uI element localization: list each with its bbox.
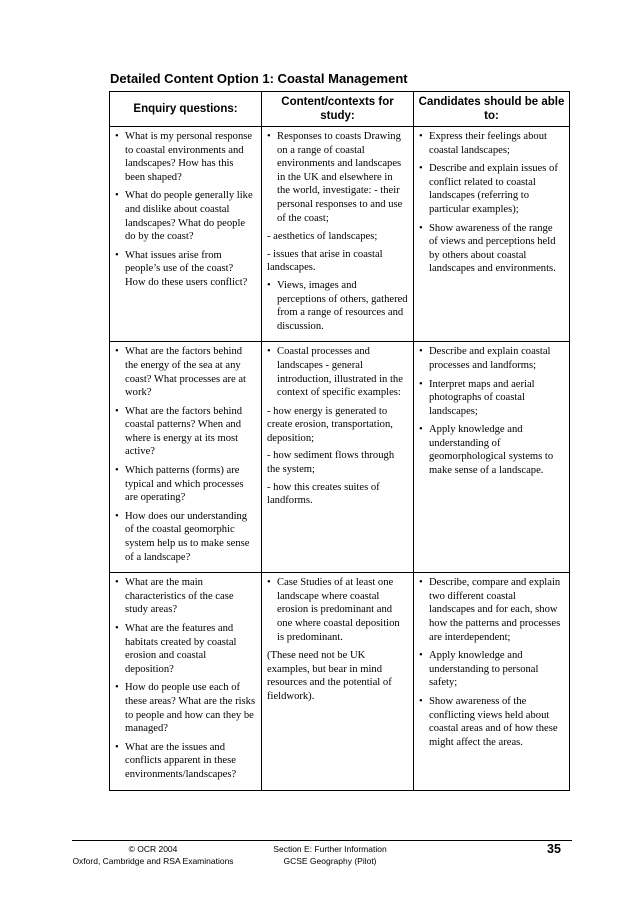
content-cell xyxy=(262,342,414,573)
footer-rule xyxy=(72,840,572,841)
content-bullet: • Case Studies of at least one landscape where coastal erosion is predominant and one where coastal deposition is predominant. xyxy=(267,576,408,644)
content-table xyxy=(109,91,570,791)
content-text: - how this creates suites of landforms. xyxy=(267,481,380,507)
header-row xyxy=(110,92,570,127)
content-text: - how sediment flows through the system; xyxy=(267,450,395,476)
candidates-bullet: • Apply knowledge and understanding to personal safety; xyxy=(419,649,564,690)
content-text: - issues that arise in coastal landscapes. xyxy=(267,248,383,274)
page-title: Detailed Content Option 1: Coastal Management xyxy=(110,71,408,86)
enquiry-cell xyxy=(110,127,262,342)
enquiry-bullet: • What do people generally like and dislike about coastal landscapes? What do people do by the coast? xyxy=(115,189,256,243)
candidates-bullet: • Express their feelings about coastal landscapes; xyxy=(419,130,564,157)
enquiry-bullet: • What are the issues and conflicts apparent in these environments/landscapes? xyxy=(115,741,256,782)
content-bullet: • Views, images and perceptions of others, gathered from a range of resources and discussion. xyxy=(267,279,408,333)
content-bullet: • Coastal processes and landscapes - general introduction, illustrated in the context of specific examples: xyxy=(267,345,408,399)
content-text: (These need not be UK examples, but bear in mind resources and the potential of fieldwork). xyxy=(267,650,392,702)
header-candidates: Candidates should be able to: xyxy=(414,92,570,127)
candidates-bullet: • Show awareness of the range of views and perceptions held by others about coastal landscapes and environments. xyxy=(419,222,564,276)
content-bullet: • Responses to coasts Drawing on a range of coastal environments and landscapes in the UK and elsewhere in the world, investigate: - their personal responses to and use of the coast; xyxy=(267,130,408,225)
enquiry-bullet: • What are the factors behind coastal patterns? When and where is energy at its most active? xyxy=(115,405,256,459)
enquiry-bullet: • How do people use each of these areas? What are the risks to people and how can they be managed? xyxy=(115,681,256,735)
enquiry-bullet: • What issues arise from people’s use of the coast? How do these users conflict? xyxy=(115,249,256,290)
footer-copyright: © OCR 2004 xyxy=(128,844,178,854)
page-number: 35 xyxy=(547,842,561,856)
enquiry-cell xyxy=(110,573,262,790)
candidates-cell xyxy=(414,342,570,573)
footer-middle xyxy=(260,844,400,867)
table-row xyxy=(110,573,570,790)
content-text: - aesthetics of landscapes; xyxy=(267,231,378,243)
table-row xyxy=(110,127,570,342)
header-enquiry: Enquiry questions: xyxy=(110,92,262,127)
enquiry-bullet: • What are the main characteristics of the case study areas? xyxy=(115,576,256,617)
enquiry-bullet: • What are the factors behind the energy of the sea at any coast? What processes are at work? xyxy=(115,345,256,399)
header-content: Content/contexts for study: xyxy=(262,92,414,127)
table-row xyxy=(110,342,570,573)
content-cell xyxy=(262,127,414,342)
candidates-bullet: • Describe and explain issues of conflict related to coastal landscapes (referring to particular examples); xyxy=(419,162,564,216)
candidates-bullet: • Describe and explain coastal processes and landforms; xyxy=(419,345,564,372)
enquiry-cell xyxy=(110,342,262,573)
candidates-cell xyxy=(414,127,570,342)
candidates-bullet: • Show awareness of the conflicting views held about coastal areas and of how these might affect the areas. xyxy=(419,695,564,749)
footer-boards: Oxford, Cambridge and RSA Examinations xyxy=(72,855,234,866)
enquiry-bullet: • Which patterns (forms) are typical and which processes are operating? xyxy=(115,464,256,505)
footer-left xyxy=(68,844,238,867)
enquiry-bullet: • What is my personal response to coastal environments and landscapes? How has this been shaped? xyxy=(115,130,256,184)
candidates-bullet: • Apply knowledge and understanding of geomorphological systems to make sense of a landscape. xyxy=(419,423,564,477)
candidates-cell xyxy=(414,573,570,790)
enquiry-bullet: • What are the features and habitats created by coastal erosion and coastal deposition? xyxy=(115,622,256,676)
footer-section: Section E: Further Information xyxy=(273,844,387,854)
content-text: - how energy is generated to create erosion, transportation, deposition; xyxy=(267,405,393,444)
candidates-bullet: • Describe, compare and explain two different coastal landscapes and for each, show how the patterns and processes are interdependent; xyxy=(419,576,564,644)
enquiry-bullet: • How does our understanding of the coastal geomorphic system help us to make sense of a landscape? xyxy=(115,510,256,564)
candidates-bullet: • Interpret maps and aerial photographs of coastal landscapes; xyxy=(419,378,564,419)
footer-course: GCSE Geography (Pilot) xyxy=(283,855,377,866)
content-cell xyxy=(262,573,414,790)
